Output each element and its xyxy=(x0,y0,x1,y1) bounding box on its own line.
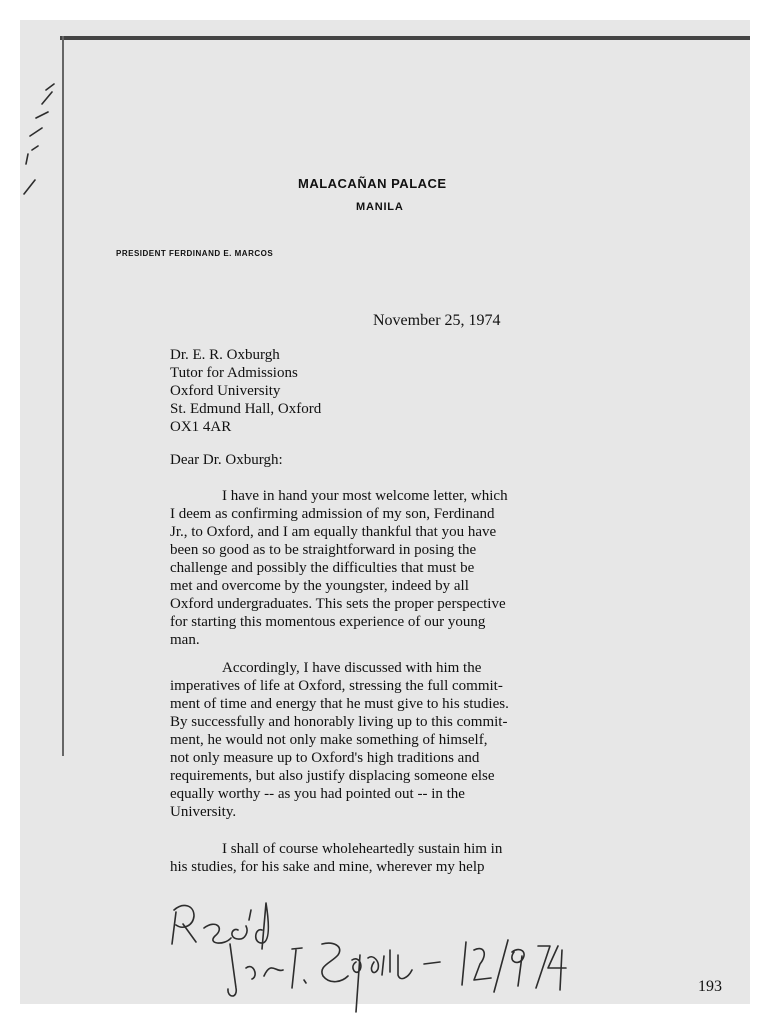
recipient-line: OX1 4AR xyxy=(170,419,232,435)
recipient-line: Oxford University xyxy=(170,383,281,399)
receipt-date-stroke xyxy=(424,940,566,992)
letter-date: November 25, 1974 xyxy=(373,312,501,329)
paragraph-line: University. xyxy=(170,804,237,820)
recipient-line: Tutor for Admissions xyxy=(170,365,298,381)
letterhead-office: PRESIDENT FERDINAND E. MARCOS xyxy=(116,249,274,258)
paragraph-line: Oxford undergraduates. This sets the proper perspective xyxy=(170,596,506,612)
paragraph-line: ment of time and energy that he must give to his studies. xyxy=(170,696,509,712)
paragraph-line: met and overcome by the youngster, indeed by all xyxy=(170,578,469,594)
received-note-stroke xyxy=(172,903,268,949)
recipient-line: St. Edmund Hall, Oxford xyxy=(170,401,322,417)
paragraph-line: imperatives of life at Oxford, stressing the full commit- xyxy=(170,678,503,694)
paragraph-line: I shall of course wholeheartedly sustain him in xyxy=(222,841,503,857)
margin-note-stroke xyxy=(24,84,54,194)
receipt-signature-stroke xyxy=(228,943,412,1012)
letterhead-city: MANILA xyxy=(356,201,404,213)
paragraph-line: not only measure up to Oxford's high traditions and xyxy=(170,750,480,766)
paragraph-line: his studies, for his sake and mine, wherever my help xyxy=(170,859,485,875)
paragraph-line: Jr., to Oxford, and I am equally thankful that you have xyxy=(170,524,497,540)
paragraph-line: ment, he would not only make something of himself, xyxy=(170,732,488,748)
paragraph-line: Accordingly, I have discussed with him the xyxy=(222,660,482,676)
recipient-line: Dr. E. R. Oxburgh xyxy=(170,347,280,363)
paragraph-line: man. xyxy=(170,632,200,648)
paragraph-line: By successfully and honorably living up to this commit- xyxy=(170,714,508,730)
salutation: Dear Dr. Oxburgh: xyxy=(170,452,283,468)
paragraph-line: I deem as confirming admission of my son, Ferdinand xyxy=(170,506,495,522)
letterhead-title: MALACAÑAN PALACE xyxy=(298,176,447,191)
paragraph-line: challenge and possibly the difficulties that must be xyxy=(170,560,475,576)
paragraph-line: requirements, but also justify displacing someone else xyxy=(170,768,495,784)
paragraph-line: for starting this momentous experience of our young xyxy=(170,614,486,630)
paragraph-line: equally worthy -- as you had pointed out -- in the xyxy=(170,786,465,802)
page-number: 193 xyxy=(698,978,722,995)
paragraph-line: I have in hand your most welcome letter, which xyxy=(222,488,508,504)
paragraph-line: been so good as to be straightforward in posing the xyxy=(170,542,477,558)
